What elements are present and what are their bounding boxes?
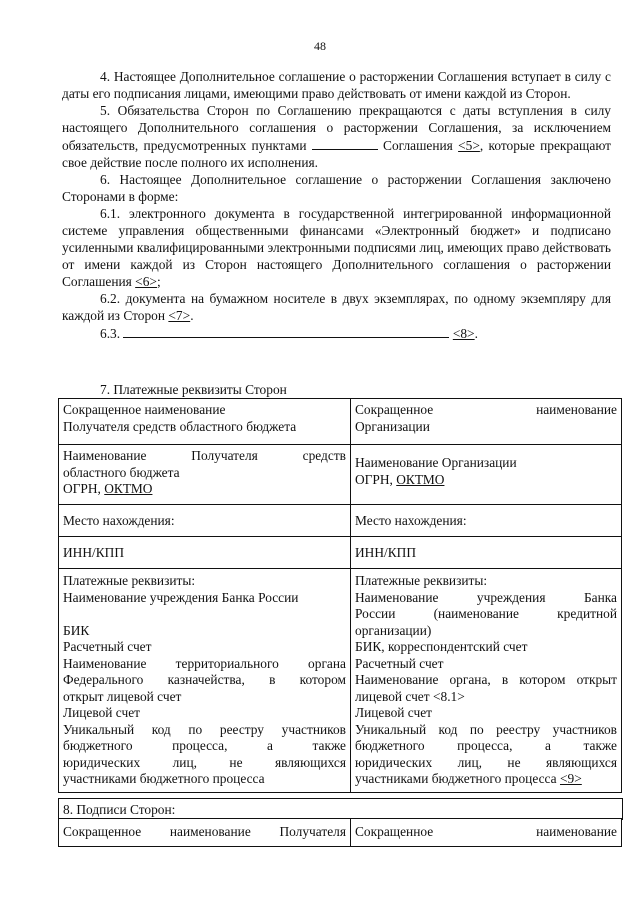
oktmo-link[interactable]: ОКТМО [396,471,445,487]
oktmo-link[interactable]: ОКТМО [104,481,153,496]
paragraph-6-3-end: . [474,326,478,341]
table-cell [59,569,351,793]
paragraph-6-1-end: ; [156,274,161,289]
cell-text: Сокращенное наименование [63,402,226,417]
cell-text: Расчетный счет [63,639,152,654]
footnote-ref-9[interactable]: <9> [559,771,582,786]
paragraph-5 [62,102,611,171]
spacer [63,606,346,623]
paragraph-6-1 [62,205,611,290]
table-cell [59,537,351,569]
cell-text: юридических лиц, не являющихся [63,754,346,770]
table-row [59,505,622,537]
cell-text: ИНН/КПП [63,545,125,560]
paragraph-4: 4. Настоящее Дополнительное соглашение о расторжении Соглашения вступает в силу с даты его подписания лицами, имеющими право действовать от имени каждой из Сторон. [62,69,611,101]
footnote-ref-8[interactable]: <8> [452,326,475,341]
cell-text: Расчетный счет [355,655,444,671]
cell-text: Сокращенное наименование [355,402,617,417]
table-cell [351,569,622,793]
table-cell [351,537,622,569]
section-8-title-row [58,798,623,820]
paragraph-6-3-text: 6.3. [100,326,121,341]
cell-text: Место нахождения: [355,513,467,528]
paragraph-6: 6. Настоящее Дополнительное соглашение о расторжении Соглашения заключено Сторонами в форме: [62,172,611,204]
cell-text: областного бюджета [63,464,180,480]
cell-text: БИК, корреспондентский счет [355,639,528,654]
cell-text: Наименование органа, в котором открыт [355,672,617,687]
table-cell [59,445,351,505]
ogrn-oktmo [63,481,346,498]
cell-text: БИК [63,622,90,638]
cell-text: Лицевой счет [63,705,141,720]
footnote-ref-5[interactable]: <5> [458,138,480,153]
signatures-table [58,818,622,847]
paragraph-6-1-text: 6.1. электронного документа в государственной интегрированной информационной системе управления общественными финансами «Электронный бюджет» и подписано усиленными квалифицированными электронными подписями лиц, имеющих право действовать от имени каждой из Сторон настоящего Дополнительного соглашения о расторжении Соглашения [62,206,611,289]
cell-text: Наименование территориального органа [63,655,346,671]
cell-text: лицевой счет <8.1> [355,688,465,704]
table-cell [59,819,351,847]
table-cell [351,399,622,445]
cell-text: Платежные реквизиты: [63,573,196,588]
cell-text: Организации [355,418,430,434]
cell-text: бюджетного процесса, а также [355,738,617,753]
table-cell [351,505,622,537]
cell-text: бюджетного процесса, а также [63,738,346,753]
cell-text: Наименование учреждения Банка [355,589,617,605]
paragraph-6-2-text: 6.2. документа на бумажном носителе в двух экземплярах, по одному экземпляру для каждой из Сторон [62,291,611,323]
paragraph-5-agreement: Соглашения [383,138,453,153]
cell-text: Федерального казначейства, в котором [63,672,346,687]
cell-text: Сокращенное наименование [355,824,617,839]
cell-text: Уникальный код по реестру участников [63,721,346,737]
cell-text: Лицевой счет [355,705,433,720]
section-7-title: 7. Платежные реквизиты Сторон [100,382,287,397]
cell-text: участниками бюджетного процесса [63,771,265,786]
table-cell [351,819,622,847]
paragraph-5-end: , которые прекращают свое действие после полного их исполнения. [62,138,611,170]
page-number: 48 [314,39,326,53]
table-row [59,445,622,505]
cell-text: Место нахождения: [63,513,175,528]
cell-text: Сокращенное наименование Получателя [63,824,346,839]
ogrn-label: ОГРН, [355,471,393,487]
table-cell [59,505,351,537]
document-body [62,68,611,342]
cell-text: России (наименование кредитной [355,606,617,621]
cell-text: открыт лицевой счет [63,688,182,704]
paragraph-6-2 [62,290,611,324]
paragraph-6-2-end: . [190,308,194,323]
cell-text: участниками бюджетного процесса [355,771,557,786]
paragraph-6-3 [62,324,611,342]
table-row [59,399,622,445]
payment-requisites-table [58,398,622,793]
blank-field [123,324,449,338]
cell-text [355,771,617,788]
paragraph-5-text: 5. Обязательства Сторон по Соглашению прекращаются с даты вступления в силу настоящего Дополнительного соглашения о расторжении Соглашения, за исключением обязательств, предусмотренных пунктами [62,103,611,153]
table-row [59,569,622,793]
footnote-ref-7[interactable]: <7> [168,308,191,323]
table-row [59,819,622,847]
section-8-title: 8. Подписи Сторон: [63,802,176,817]
table-cell [59,399,351,445]
footnote-ref-6[interactable]: <6> [135,274,157,289]
ogrn-label: ОГРН, [63,481,101,496]
cell-text: ИНН/КПП [355,545,417,560]
cell-text: Наименование Организации [355,455,517,470]
blank-field [312,136,378,150]
table-cell [351,445,622,505]
cell-text: организации) [355,622,432,638]
table-row [59,537,622,569]
cell-text: юридических лиц, не являющихся [355,754,617,770]
ogrn-oktmo [355,472,617,489]
cell-text: Платежные реквизиты: [355,573,488,588]
cell-text: Уникальный код по реестру участников [355,721,617,737]
cell-text: Наименование Получателя средств [63,448,346,463]
cell-text: Получателя средств областного бюджета [63,418,297,434]
cell-text: Наименование учреждения Банка России [63,589,299,605]
